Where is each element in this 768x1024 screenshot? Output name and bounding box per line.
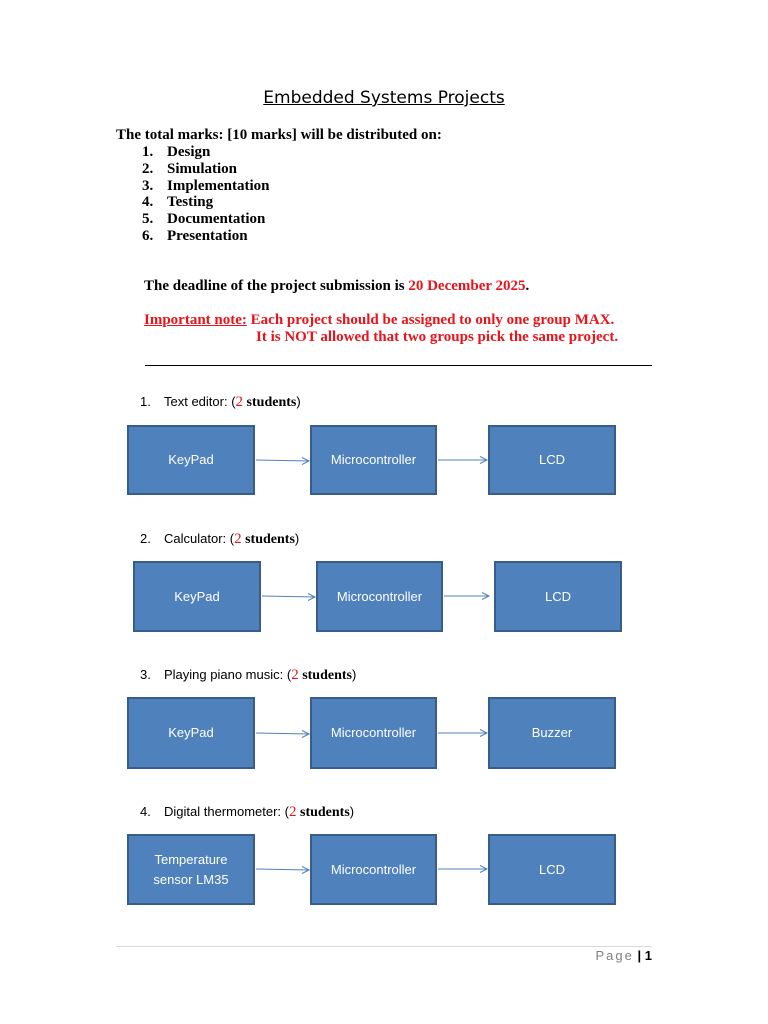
page-number: 1: [644, 948, 652, 963]
project-heading-3: [140, 667, 440, 685]
project-number: 1.: [140, 394, 151, 409]
project-title: Calculator:: [164, 531, 230, 546]
arrow-sensor-to-microcontroller: [256, 867, 309, 874]
project-heading-text: [164, 804, 354, 821]
block-microcontroller: Microcontroller: [310, 425, 437, 495]
document-title: Embedded Systems Projects: [263, 88, 505, 108]
footer-divider: [116, 946, 652, 947]
project-heading-1: [140, 394, 440, 412]
deadline-suffix: .: [525, 278, 530, 294]
criteria-number: 2.: [142, 160, 154, 177]
criteria-name: Simulation: [167, 160, 238, 177]
criteria-number: 5.: [142, 211, 154, 228]
arrow-microcontroller-to-lcd: [438, 866, 487, 873]
open-paren: (: [286, 667, 292, 682]
student-count: 2: [235, 394, 244, 410]
criteria-name: Design: [167, 144, 211, 160]
project-heading-text: [164, 394, 301, 411]
block-keypad: KeyPad: [127, 425, 255, 495]
criteria-number: 1.: [142, 144, 154, 160]
block-lcd: LCD: [488, 425, 616, 495]
criteria-name: Implementation: [167, 177, 270, 194]
students-label: students: [298, 668, 352, 683]
project-heading-text: [164, 667, 356, 684]
criteria-number: 3.: [142, 177, 154, 194]
block-keypad: KeyPad: [133, 561, 261, 632]
open-paren: (: [231, 394, 236, 409]
section-divider: [145, 365, 652, 366]
arrow-keypad-to-microcontroller: [262, 594, 315, 601]
criteria-name: Documentation: [167, 211, 266, 228]
close-paren: ): [294, 531, 300, 546]
project-heading-text: [164, 531, 299, 548]
page-label: Page: [595, 948, 634, 963]
student-count: 2: [234, 531, 242, 547]
criteria-name: Presentation: [167, 227, 248, 244]
block-temperature-sensor: Temperature sensor LM35: [127, 834, 255, 905]
open-paren: (: [284, 804, 289, 819]
block-keypad: KeyPad: [127, 697, 255, 769]
project-heading-2: [140, 531, 440, 549]
block-lcd: LCD: [494, 561, 622, 632]
block-microcontroller: Microcontroller: [310, 834, 437, 905]
project-number: 2.: [140, 531, 151, 546]
block-microcontroller: Microcontroller: [316, 561, 443, 632]
important-note: [144, 312, 614, 329]
deadline-date: 20 December 2025: [408, 278, 526, 294]
deadline-prefix: The deadline of the project submission is: [144, 278, 409, 294]
deadline-statement: [144, 278, 529, 295]
student-count: 2: [289, 804, 297, 820]
students-label: students: [243, 395, 297, 410]
student-count: 2: [291, 667, 299, 683]
arrow-microcontroller-to-buzzer: [438, 730, 487, 737]
project-title: Text editor:: [164, 394, 232, 409]
project-heading-4: [140, 804, 440, 822]
arrow-microcontroller-to-lcd: [438, 457, 487, 464]
important-note-label: Important note:: [144, 312, 247, 328]
page-separator: |: [633, 948, 645, 963]
block-lcd: LCD: [488, 834, 616, 905]
close-paren: ): [349, 804, 355, 819]
arrow-microcontroller-to-lcd: [444, 593, 489, 600]
marks-intro: The total marks: [10 marks] will be distributed on:: [116, 127, 442, 143]
block-buzzer: Buzzer: [488, 697, 616, 769]
arrow-keypad-to-microcontroller: [256, 731, 309, 738]
project-number: 3.: [140, 667, 151, 682]
project-title: Playing piano music:: [164, 667, 287, 682]
open-paren: (: [229, 531, 235, 546]
criteria-number: 6.: [142, 227, 154, 244]
important-note-line1: Each project should be assigned to only one group MAX.: [246, 312, 615, 328]
close-paren: ): [296, 394, 301, 409]
project-title: Digital thermometer:: [164, 804, 285, 819]
students-label: students: [241, 532, 295, 547]
criteria-name: Testing: [167, 194, 214, 211]
students-label: students: [296, 805, 350, 820]
close-paren: ): [351, 667, 357, 682]
important-note-line2: It is NOT allowed that two groups pick the same project.: [256, 329, 619, 345]
block-microcontroller: Microcontroller: [310, 697, 437, 769]
project-number: 4.: [140, 804, 151, 819]
criteria-number: 4.: [142, 194, 154, 211]
page-footer: [596, 948, 652, 963]
arrow-keypad-to-microcontroller: [256, 458, 309, 465]
